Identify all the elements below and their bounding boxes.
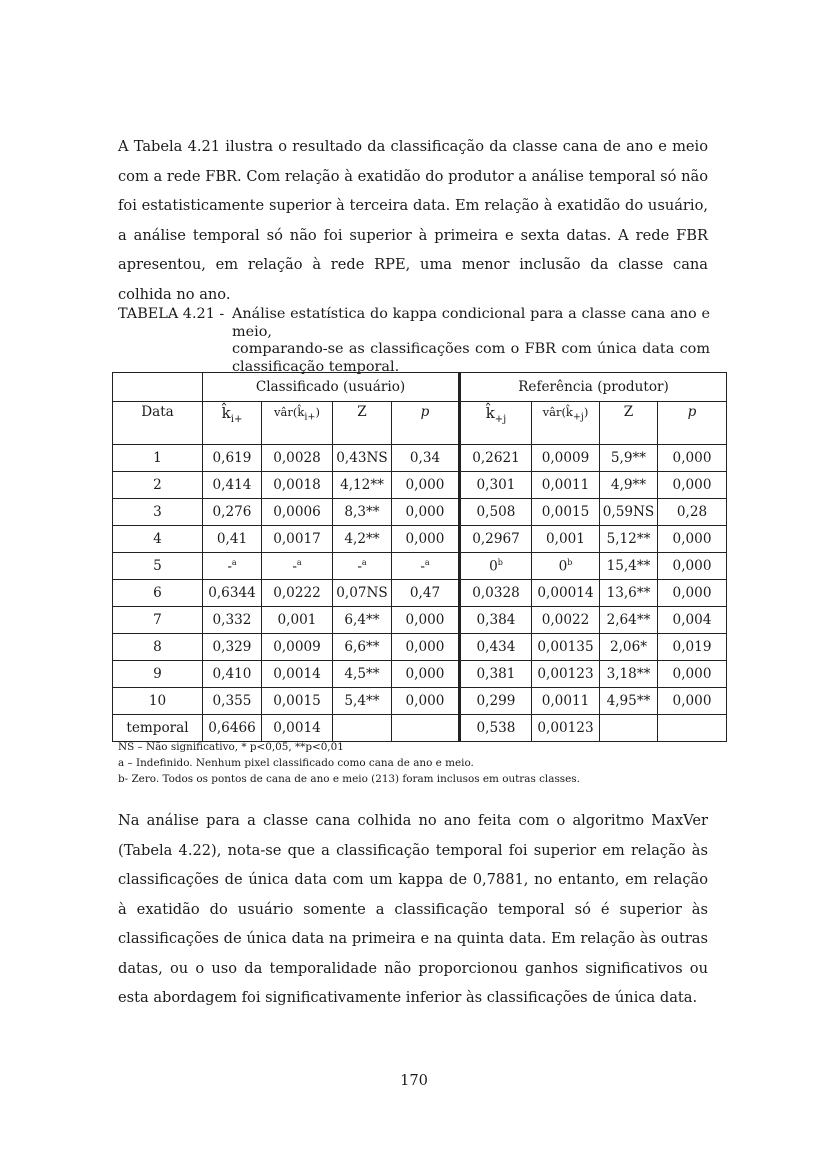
intro-paragraph: A Tabela 4.21 ilustra o resultado da classificação da classe cana de ano e meio com a rede FBR. Com relação à exatidão do produtor a análise temporal só não foi estatisticamente superior à terceira data. Em relação à exatidão do usuário, a análise temporal só não foi superior à primeira e sexta datas. A rede FBR apresentou, em relação à rede RPE, uma menor inclusão da classe cana colhida no ano. <box>118 138 708 303</box>
table-cell: 0,59NS <box>600 499 658 526</box>
table-cell: 5,9** <box>600 445 658 472</box>
table-row <box>113 553 727 580</box>
group-header-producer: Referência (produtor) <box>460 373 727 402</box>
table-cell: 0,434 <box>460 634 532 661</box>
table-cell: 0,0328 <box>460 580 532 607</box>
table-cell: 0,0009 <box>532 445 600 472</box>
table-cell: 0,00123 <box>532 715 600 742</box>
table-cell: 8,3** <box>333 499 392 526</box>
table-cell: 0,410 <box>203 661 262 688</box>
table-cell: 0,47 <box>392 580 460 607</box>
table-cell: 0,0006 <box>262 499 333 526</box>
table-cell: 0,34 <box>392 445 460 472</box>
table-cell: 0,43NS <box>333 445 392 472</box>
table-cell: 3 <box>113 499 203 526</box>
table-cell: 0,0011 <box>532 472 600 499</box>
table-cell: 5 <box>113 553 203 580</box>
table-cell: 0,000 <box>658 661 727 688</box>
table-cell: 9 <box>113 661 203 688</box>
table-cell <box>658 715 727 742</box>
table-cell: 0,6466 <box>203 715 262 742</box>
note-significance: NS – Não significativo, * p<0,05, **p<0,01 <box>118 741 344 753</box>
table-cell: 4,9** <box>600 472 658 499</box>
table-cell: 0,000 <box>392 472 460 499</box>
table-row <box>113 688 727 715</box>
col-header-k-user: $k̂_{i+}$ <box>203 402 262 445</box>
caption-text <box>232 306 710 376</box>
table-cell: 5,12** <box>600 526 658 553</box>
table-cell: 0,000 <box>658 553 727 580</box>
table-cell: 2,64** <box>600 607 658 634</box>
table-cell: 0,07NS <box>333 580 392 607</box>
footnote-marker: a <box>231 557 237 567</box>
table-cell: 5,4** <box>333 688 392 715</box>
group-header-row <box>113 373 727 402</box>
col-header-z-producer: Z <box>600 402 658 445</box>
note-a: a – Indefinido. Nenhum pixel classificado como cana de ano e meio. <box>118 757 474 769</box>
analysis-paragraph: Na análise para a classe cana colhida no ano feita com o algoritmo MaxVer (Tabela 4.22), nota-se que a classificação temporal foi superior em relação às classificações de única data com um kappa de 0,7881, no entanto, em relação à exatidão do usuário somente a classificação temporal só é superior às classificações de única data na primeira e na quinta data. Em relação às outras datas, ou o uso da temporalidade não proporcionou ganhos significativos ou esta abordagem foi significativamente inferior às classificações de única data. <box>118 812 708 1006</box>
footnote-marker: a <box>361 557 367 567</box>
col-header-var-producer: $vâr(k̂_{+j})$ <box>532 402 600 445</box>
table-row <box>113 499 727 526</box>
table-cell: 0,000 <box>392 526 460 553</box>
table-cell: 0,000 <box>658 472 727 499</box>
table-cell: 0,0018 <box>262 472 333 499</box>
table-row <box>113 715 727 742</box>
table-cell: 0,414 <box>203 472 262 499</box>
table-cell: 0,508 <box>460 499 532 526</box>
table-cell: 0,381 <box>460 661 532 688</box>
table-cell: 0,384 <box>460 607 532 634</box>
footnote-marker: b <box>497 557 503 567</box>
table-cell: 0,000 <box>392 499 460 526</box>
table-cell: 0,00014 <box>532 580 600 607</box>
table-notes <box>118 739 580 787</box>
table-cell: 0,0222 <box>262 580 333 607</box>
table-row <box>113 580 727 607</box>
table-cell: 0,28 <box>658 499 727 526</box>
table-cell: 0,001 <box>532 526 600 553</box>
table-cell: 0,000 <box>658 526 727 553</box>
col-header-data: Data <box>113 402 203 445</box>
caption-line: classificação temporal. <box>232 358 400 375</box>
column-header-row <box>113 402 727 445</box>
col-header-z-user: Z <box>333 402 392 445</box>
table-cell: 4,12** <box>333 472 392 499</box>
table-cell: 4,5** <box>333 661 392 688</box>
caption-line: comparando-se as classificações com o FBR com única data com <box>232 341 710 357</box>
table-cell: 0,000 <box>392 634 460 661</box>
col-header-k-producer: $k̂_{+j}$ <box>460 402 532 445</box>
table-cell: 4 <box>113 526 203 553</box>
footnote-marker: a <box>296 557 302 567</box>
table-cell: 3,18** <box>600 661 658 688</box>
footnote-marker: b <box>567 557 573 567</box>
table-cell: 0,000 <box>658 445 727 472</box>
page-number: 170 <box>400 1072 428 1089</box>
table-cell: 0,000 <box>392 688 460 715</box>
table-cell: 2,06* <box>600 634 658 661</box>
table-cell: 0$^b$ <box>532 553 600 580</box>
table-row <box>113 445 727 472</box>
table-cell: temporal <box>113 715 203 742</box>
table-cell: 6 <box>113 580 203 607</box>
table-cell: 0,00123 <box>532 661 600 688</box>
table-cell: 0,000 <box>392 607 460 634</box>
table-row <box>113 607 727 634</box>
table-cell: 0$^b$ <box>460 553 532 580</box>
table-cell: 0,0017 <box>262 526 333 553</box>
table-cell: 0,001 <box>262 607 333 634</box>
table-cell: 0,0014 <box>262 715 333 742</box>
table-cell: 0,000 <box>658 580 727 607</box>
table-cell: 10 <box>113 688 203 715</box>
table-row <box>113 634 727 661</box>
table-cell: 0,276 <box>203 499 262 526</box>
table-cell: -$^a$ <box>262 553 333 580</box>
table-cell: 0,0009 <box>262 634 333 661</box>
table-cell: 0,0015 <box>532 499 600 526</box>
table-cell: 6,4** <box>333 607 392 634</box>
table-cell: 0,6344 <box>203 580 262 607</box>
group-header-user: Classificado (usuário) <box>203 373 460 402</box>
table-cell: 0,41 <box>203 526 262 553</box>
table-cell: 15,4** <box>600 553 658 580</box>
footnote-marker: a <box>424 557 430 567</box>
table-row <box>113 472 727 499</box>
table-cell: 4,95** <box>600 688 658 715</box>
table-cell: 1 <box>113 445 203 472</box>
table-cell: 13,6** <box>600 580 658 607</box>
table-cell: 0,000 <box>658 688 727 715</box>
table-cell <box>392 715 460 742</box>
table-body <box>113 445 727 742</box>
table-cell: 0,0028 <box>262 445 333 472</box>
table-cell: 0,0011 <box>532 688 600 715</box>
col-header-var-user: $vâr(k̂_{i+})$ <box>262 402 333 445</box>
table-row <box>113 526 727 553</box>
table-cell: 0,0015 <box>262 688 333 715</box>
table-cell: 4,2** <box>333 526 392 553</box>
col-header-p-producer: p <box>658 402 727 445</box>
kappa-table <box>112 372 727 742</box>
note-b: b- Zero. Todos os pontos de cana de ano e meio (213) foram inclusos em outras classes. <box>118 773 580 785</box>
table-cell: 8 <box>113 634 203 661</box>
table-cell <box>600 715 658 742</box>
table-cell: 0,538 <box>460 715 532 742</box>
empty-header-cell <box>113 373 203 402</box>
table-cell: 6,6** <box>333 634 392 661</box>
table-cell: 0,0014 <box>262 661 333 688</box>
table-cell: 0,000 <box>392 661 460 688</box>
col-header-p-user: p <box>392 402 460 445</box>
table-cell: -$^a$ <box>333 553 392 580</box>
table-cell: 0,00135 <box>532 634 600 661</box>
table-cell: 0,355 <box>203 688 262 715</box>
table-cell: 0,301 <box>460 472 532 499</box>
table-cell: 2 <box>113 472 203 499</box>
table-cell: 0,619 <box>203 445 262 472</box>
table-cell: 0,2621 <box>460 445 532 472</box>
table-row <box>113 661 727 688</box>
caption-label: TABELA 4.21 - <box>118 306 225 322</box>
table-cell: 0,299 <box>460 688 532 715</box>
table-cell: 0,004 <box>658 607 727 634</box>
table-cell <box>333 715 392 742</box>
table-cell: -$^a$ <box>392 553 460 580</box>
table-cell: 0,019 <box>658 634 727 661</box>
table-cell: 0,332 <box>203 607 262 634</box>
table-cell: 0,2967 <box>460 526 532 553</box>
table-cell: 0,329 <box>203 634 262 661</box>
caption-line: Análise estatística do kappa condicional para a classe cana ano e meio, <box>232 306 710 340</box>
table-caption <box>118 306 710 376</box>
table-cell: 7 <box>113 607 203 634</box>
table-cell: -$^a$ <box>203 553 262 580</box>
table-cell: 0,0022 <box>532 607 600 634</box>
